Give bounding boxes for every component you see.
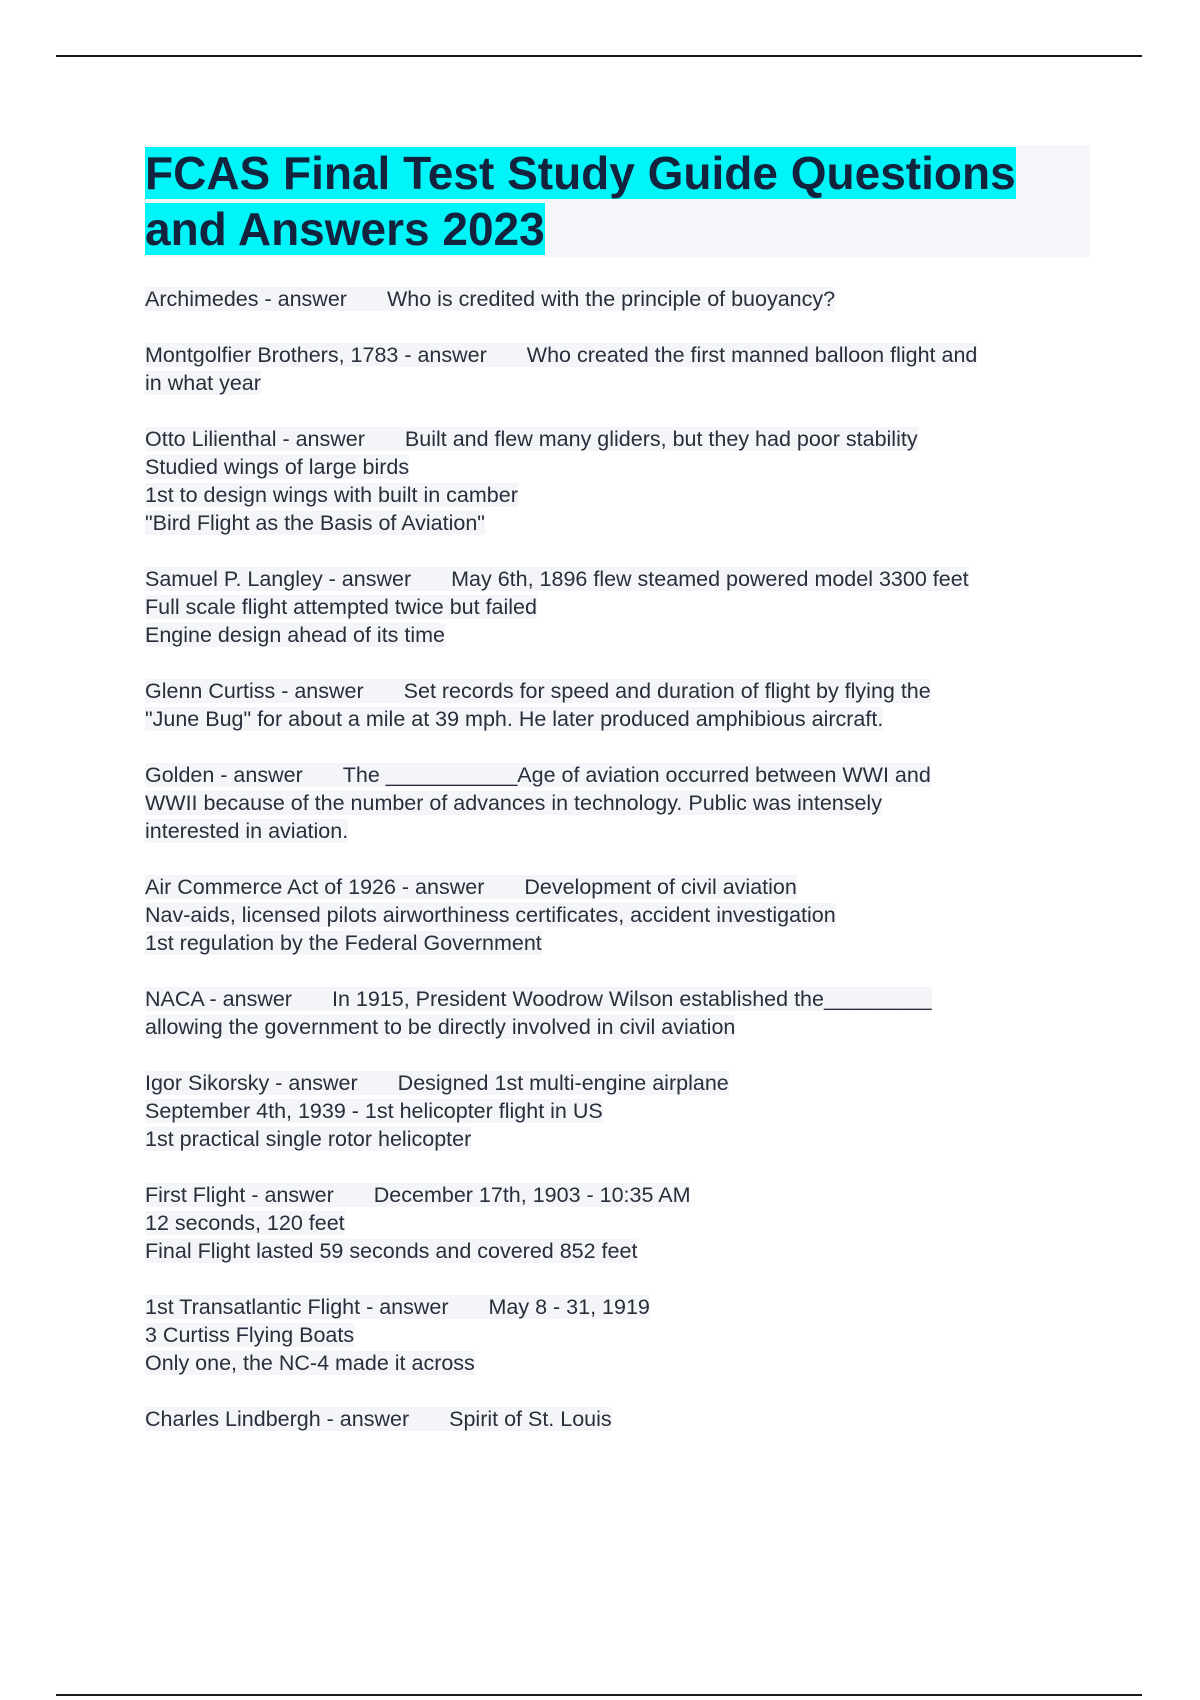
qa-first-line-shade	[145, 763, 931, 787]
qa-continuation-text: Final Flight lasted 59 seconds and covered 852 feet	[145, 1239, 638, 1263]
qa-continuation-line	[145, 1237, 1090, 1265]
qa-first-line	[145, 285, 1090, 313]
qa-continuation-text: Full scale flight attempted twice but failed	[145, 595, 537, 619]
qa-continuation-line	[145, 1321, 1090, 1349]
qa-continuation-text: Nav-aids, licensed pilots airworthiness certificates, accident investigation	[145, 903, 836, 927]
qa-continuation-text: Studied wings of large birds	[145, 455, 410, 479]
qa-continuation-text: September 4th, 1939 - 1st helicopter flight in US	[145, 1099, 603, 1123]
qa-continuation-line	[145, 481, 1090, 509]
bottom-rule	[56, 1694, 1142, 1696]
qa-continuation-line	[145, 369, 1090, 397]
qa-first-line	[145, 565, 1090, 593]
qa-first-line	[145, 761, 1090, 789]
qa-answer-term: First Flight - answer	[145, 1183, 334, 1207]
qa-question-text: In 1915, President Woodrow Wilson established the_________	[331, 987, 932, 1011]
title-highlight: FCAS Final Test Study Guide Questions and Answers 2023	[145, 147, 1016, 255]
qa-continuation-line	[145, 929, 1090, 957]
qa-continuation-line	[145, 817, 1090, 845]
qa-answer-term: Golden - answer	[145, 763, 303, 787]
qa-continuation-text: WWII because of the number of advances in technology. Public was intensely	[145, 791, 882, 815]
qa-first-line	[145, 1405, 1090, 1433]
qa-continuation-line	[145, 453, 1090, 481]
qa-first-line	[145, 1069, 1090, 1097]
document-title	[145, 145, 1090, 257]
qa-first-line-shade	[145, 987, 932, 1011]
qa-first-line-shade	[145, 287, 835, 311]
qa-continuation-line	[145, 789, 1090, 817]
qa-question-text: May 6th, 1896 flew steamed powered model 3300 feet	[451, 567, 969, 591]
qa-first-line	[145, 985, 1090, 1013]
qa-first-line	[145, 425, 1090, 453]
qa-entry	[145, 873, 1090, 957]
qa-answer-term: Samuel P. Langley - answer	[145, 567, 412, 591]
qa-first-line-shade	[145, 1071, 729, 1095]
qa-entry	[145, 565, 1090, 649]
qa-answer-term: Glenn Curtiss - answer	[145, 679, 364, 703]
qa-answer-term: Charles Lindbergh - answer	[145, 1407, 410, 1431]
qa-continuation-line	[145, 1097, 1090, 1125]
qa-first-line-shade	[145, 1295, 650, 1319]
qa-continuation-text: 3 Curtiss Flying Boats	[145, 1323, 355, 1347]
qa-first-line-shade	[145, 679, 931, 703]
qa-continuation-text: "Bird Flight as the Basis of Aviation"	[145, 511, 485, 535]
qa-answer-term: Igor Sikorsky - answer	[145, 1071, 358, 1095]
qa-continuation-line	[145, 621, 1090, 649]
qa-first-line	[145, 873, 1090, 901]
qa-continuation-text: interested in aviation.	[145, 819, 349, 843]
qa-question-text: Built and flew many gliders, but they had poor stability	[404, 427, 918, 451]
qa-first-line-shade	[145, 1183, 690, 1207]
qa-answer-term: NACA - answer	[145, 987, 292, 1011]
qa-question-text: Spirit of St. Louis	[449, 1407, 612, 1431]
qa-entry	[145, 1181, 1090, 1265]
qa-question-text: Set records for speed and duration of flight by flying the	[403, 679, 931, 703]
qa-entry	[145, 1405, 1090, 1433]
qa-first-line-shade	[145, 343, 977, 367]
qa-entry	[145, 1069, 1090, 1153]
qa-continuation-text: Only one, the NC-4 made it across	[145, 1351, 475, 1375]
qa-entry	[145, 285, 1090, 313]
qa-entry	[145, 341, 1090, 397]
qa-continuation-line	[145, 1209, 1090, 1237]
qa-answer-term: Archimedes - answer	[145, 287, 347, 311]
qa-entry	[145, 425, 1090, 537]
qa-continuation-line	[145, 1125, 1090, 1153]
document-body	[145, 145, 1090, 1461]
qa-question-text: December 17th, 1903 - 10:35 AM	[373, 1183, 691, 1207]
qa-entry	[145, 761, 1090, 845]
qa-continuation-text: "June Bug" for about a mile at 39 mph. He later produced amphibious aircraft.	[145, 707, 884, 731]
qa-first-line-shade	[145, 427, 918, 451]
qa-answer-term: Montgolfier Brothers, 1783 - answer	[145, 343, 487, 367]
qa-first-line-shade	[145, 875, 797, 899]
qa-question-text: Who created the first manned balloon flight and	[526, 343, 978, 367]
qa-first-line	[145, 677, 1090, 705]
qa-continuation-text: in what year	[145, 371, 261, 395]
qa-entry	[145, 1293, 1090, 1377]
qa-entry	[145, 677, 1090, 733]
qa-continuation-text: allowing the government to be directly involved in civil aviation	[145, 1015, 736, 1039]
title-block	[145, 145, 1090, 257]
qa-answer-term: 1st Transatlantic Flight - answer	[145, 1295, 449, 1319]
qa-first-line-shade	[145, 567, 969, 591]
qa-question-text: Who is credited with the principle of buoyancy?	[386, 287, 836, 311]
qa-question-text: Development of civil aviation	[524, 875, 797, 899]
qa-continuation-line	[145, 593, 1090, 621]
qa-continuation-line	[145, 705, 1090, 733]
qa-answer-term: Otto Lilienthal - answer	[145, 427, 365, 451]
qa-continuation-text: 1st regulation by the Federal Government	[145, 931, 542, 955]
qa-continuation-line	[145, 509, 1090, 537]
top-rule	[56, 55, 1142, 57]
qa-list	[145, 285, 1090, 1433]
qa-first-line	[145, 1181, 1090, 1209]
qa-continuation-line	[145, 901, 1090, 929]
qa-question-text: The ___________Age of aviation occurred between WWI and	[342, 763, 931, 787]
qa-continuation-text: 1st practical single rotor helicopter	[145, 1127, 472, 1151]
qa-first-line	[145, 341, 1090, 369]
qa-continuation-text: 12 seconds, 120 feet	[145, 1211, 345, 1235]
qa-first-line-shade	[145, 1407, 612, 1431]
qa-continuation-line	[145, 1013, 1090, 1041]
qa-entry	[145, 985, 1090, 1041]
qa-first-line	[145, 1293, 1090, 1321]
qa-continuation-text: Engine design ahead of its time	[145, 623, 446, 647]
qa-continuation-line	[145, 1349, 1090, 1377]
qa-continuation-text: 1st to design wings with built in camber	[145, 483, 518, 507]
qa-answer-term: Air Commerce Act of 1926 - answer	[145, 875, 485, 899]
qa-question-text: May 8 - 31, 1919	[488, 1295, 650, 1319]
qa-question-text: Designed 1st multi-engine airplane	[397, 1071, 729, 1095]
